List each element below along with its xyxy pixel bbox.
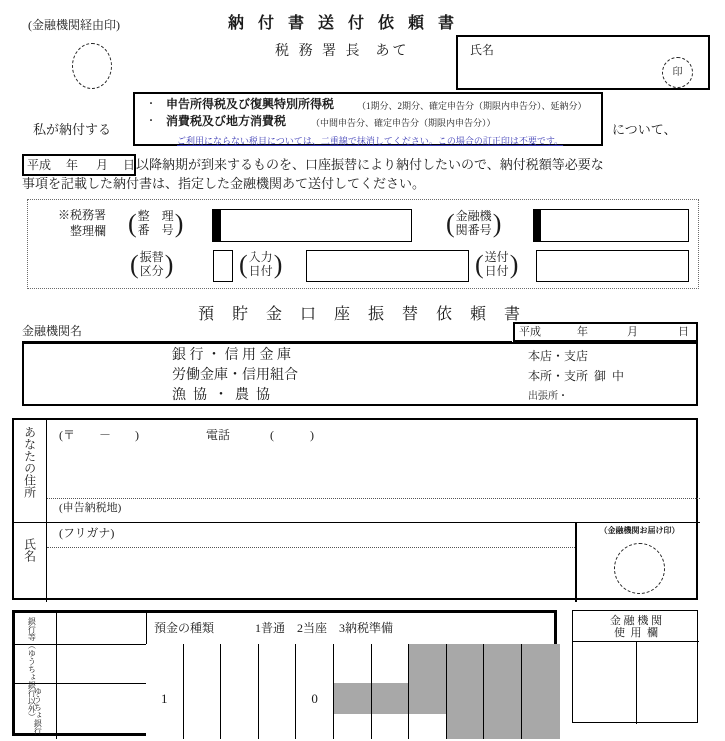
bank-name-label: 金融機関名 bbox=[22, 324, 83, 338]
symbol-cell[interactable]: 1 bbox=[146, 683, 184, 714]
symbol-cell[interactable] bbox=[259, 683, 297, 714]
account-number-cell-disabled bbox=[484, 644, 522, 683]
bank-type-option-2[interactable]: 労働金庫・信用組合 bbox=[172, 368, 298, 383]
seiri-bango-label bbox=[128, 207, 183, 241]
tax-type-bullet-1: ・ bbox=[146, 99, 156, 110]
account-number-cell[interactable] bbox=[184, 644, 222, 683]
tax-office-chief-line: 税 務 署 長 あて bbox=[275, 44, 410, 59]
transfer-date-month: 月 bbox=[627, 326, 638, 338]
nyuryoku-hizuke-label-top: 入力 bbox=[248, 250, 273, 265]
number-cell[interactable] bbox=[296, 714, 334, 739]
number-cell[interactable] bbox=[184, 714, 222, 739]
number-cell[interactable] bbox=[409, 714, 447, 739]
account-number-cell[interactable] bbox=[372, 644, 410, 683]
account-number-cell-disabled bbox=[522, 644, 560, 683]
kinyukikan-cell[interactable] bbox=[540, 210, 541, 241]
applicant-label-divider bbox=[46, 420, 47, 602]
symbol-cell-disabled bbox=[484, 683, 522, 714]
furikae-kubun-label bbox=[130, 248, 173, 282]
number-cell-disabled bbox=[522, 714, 560, 739]
transfer-date-day: 日 bbox=[678, 326, 689, 338]
symbol-cell[interactable] bbox=[221, 683, 259, 714]
symbol-cell[interactable] bbox=[184, 683, 222, 714]
body-sentence-line2: 事項を記載した納付書は、指定した金融機関あて送付してください。 bbox=[22, 176, 426, 191]
bank-use-cell-right[interactable] bbox=[636, 641, 699, 724]
applicant-phone-parens[interactable]: ( ) bbox=[270, 428, 314, 442]
soufu-hizuke-label-bottom: 日付 bbox=[484, 264, 509, 278]
account-number-cell[interactable] bbox=[221, 644, 259, 683]
tax-type-bullet-2: ・ bbox=[146, 116, 156, 127]
number-cell[interactable] bbox=[146, 714, 184, 739]
bank-type-option-1[interactable]: 銀 行 ・ 信 用 金 庫 bbox=[172, 348, 291, 363]
intro-text-left: 私が納付する bbox=[33, 122, 112, 137]
kinyukikan-bango-label-bottom: 関番号 bbox=[455, 223, 492, 237]
transfer-date-era: 平成 bbox=[519, 326, 541, 338]
symbol-cell-disabled bbox=[334, 683, 372, 714]
name-box-label: 氏名 bbox=[470, 43, 495, 57]
effective-date-year: 年 bbox=[66, 158, 79, 172]
number-cell[interactable] bbox=[221, 714, 259, 739]
branch-type-option-2[interactable]: 本所・支所 御 中 bbox=[528, 369, 625, 383]
applicant-furigana-label: (フリガナ) bbox=[59, 526, 115, 540]
bank-via-seal-label: (金融機関経由印) bbox=[28, 18, 120, 32]
name-seal-label: 印 bbox=[672, 66, 683, 78]
tax-types-box[interactable] bbox=[133, 92, 603, 146]
tax-type-note-1: （1期分、2期分、確定申告分（期限内申告分）、延納分） bbox=[357, 101, 587, 111]
account-number-cells[interactable] bbox=[146, 644, 560, 683]
intro-text-right: について、 bbox=[612, 122, 677, 137]
applicant-address-label: あなたの住所 bbox=[22, 426, 37, 498]
seiri-cell[interactable] bbox=[220, 210, 221, 241]
seiri-bango-label-bottom: 番 号 bbox=[137, 223, 174, 237]
applicant-block bbox=[12, 418, 698, 600]
bank-registered-seal-circle bbox=[614, 543, 665, 594]
applicant-phone-label: 電話 bbox=[206, 428, 231, 442]
number-cell[interactable] bbox=[372, 714, 410, 739]
symbol-cell-disabled bbox=[522, 683, 560, 714]
effective-date-box[interactable] bbox=[22, 154, 136, 176]
symbol-cell-disabled bbox=[409, 683, 447, 714]
account-number-cell[interactable] bbox=[296, 644, 334, 683]
nyuryoku-hizuke-label-bottom: 日付 bbox=[248, 264, 273, 278]
applicant-tax-place-label: (申告納税地) bbox=[59, 502, 122, 514]
transfer-request-title: 預 貯 金 口 座 振 替 依 頼 書 bbox=[198, 306, 528, 323]
account-group-label-bank: 銀行等（ゆうちょ銀行以外） bbox=[27, 617, 37, 721]
seiri-bango-cells[interactable] bbox=[212, 209, 412, 242]
transfer-date-year: 年 bbox=[577, 326, 588, 338]
account-number-cell-disabled bbox=[447, 644, 485, 683]
paren-open-icon: ( bbox=[239, 250, 248, 280]
number-cell-disabled bbox=[484, 714, 522, 739]
seiri-bango-label-top: 整 理 bbox=[137, 209, 174, 224]
soufu-hizuke-label-top: 送付 bbox=[484, 250, 509, 265]
tax-office-section bbox=[27, 199, 699, 289]
account-number-cell[interactable] bbox=[259, 644, 297, 683]
furikae-kubun-label-bottom: 区分 bbox=[139, 264, 164, 278]
symbol-row-cells[interactable] bbox=[146, 683, 560, 714]
nyuryoku-hizuke-input[interactable] bbox=[306, 250, 469, 282]
soufu-hizuke-input[interactable] bbox=[536, 250, 689, 282]
number-cell-disabled bbox=[447, 714, 485, 739]
page-title: 納 付 書 送 付 依 頼 書 bbox=[228, 15, 460, 32]
account-group-label-yucho: ゆうちょ銀行 bbox=[33, 687, 43, 735]
paren-open-icon: ( bbox=[446, 209, 455, 239]
applicant-postal-label: (〒 － ) bbox=[59, 428, 139, 442]
kinyukikan-bango-label bbox=[446, 207, 501, 241]
tax-types-blue-note: ご利用にならない税目については、二重線で抹消してください。この場合の訂正印は不要です。 bbox=[177, 136, 564, 146]
name-box[interactable] bbox=[456, 35, 710, 90]
bank-use-label-line2: 使 用 欄 bbox=[614, 627, 658, 639]
paren-close-icon: ) bbox=[492, 209, 502, 239]
tax-type-label-2: 消費税及び地方消費税 bbox=[166, 114, 287, 128]
effective-date-era: 平成 bbox=[27, 158, 52, 172]
account-number-cell[interactable] bbox=[334, 644, 372, 683]
applicant-address-dotted-rule bbox=[47, 498, 700, 499]
furikae-kubun-label-top: 振替 bbox=[139, 250, 164, 265]
name-seal-circle bbox=[662, 57, 693, 88]
kinyukikan-bango-cells[interactable] bbox=[533, 209, 689, 242]
body-sentence-line1: 以降納期が到来するものを、口座振替により納付したいので、納付税額等必要な bbox=[136, 157, 604, 172]
paren-open-icon: ( bbox=[475, 250, 484, 280]
tax-type-label-1: 申告所得税及び復興特別所得税 bbox=[166, 97, 335, 111]
paren-close-icon: ) bbox=[509, 250, 519, 280]
number-cell[interactable] bbox=[259, 714, 297, 739]
paren-close-icon: ) bbox=[164, 250, 174, 280]
furikae-kubun-input[interactable] bbox=[213, 250, 233, 282]
soufu-hizuke-label bbox=[475, 248, 518, 282]
effective-date-day: 日 bbox=[123, 158, 136, 172]
paren-open-icon: ( bbox=[128, 209, 137, 239]
tax-type-note-2: （中間申告分、確定申告分（期限内申告分）） bbox=[311, 118, 496, 128]
bank-via-seal-circle bbox=[72, 43, 112, 89]
symbol-cell[interactable]: 0 bbox=[296, 683, 334, 714]
bank-use-label-line1: 金 融 機 関 bbox=[609, 615, 663, 627]
account-table bbox=[12, 610, 557, 736]
paren-close-icon: ) bbox=[174, 209, 184, 239]
nyuryoku-hizuke-label bbox=[239, 248, 282, 282]
applicant-name-label: 氏名 bbox=[22, 538, 37, 562]
transfer-date-box[interactable] bbox=[513, 322, 698, 342]
bank-registered-seal-label: （金融機関お届け印） bbox=[599, 526, 680, 535]
number-row-cells[interactable] bbox=[146, 714, 560, 739]
bank-registered-seal-box[interactable] bbox=[575, 523, 700, 602]
paren-close-icon: ) bbox=[273, 250, 283, 280]
bank-use-box bbox=[572, 610, 698, 723]
bank-type-box[interactable] bbox=[22, 342, 698, 406]
account-number-cell[interactable] bbox=[146, 644, 184, 683]
kinyukikan-bango-label-top: 金融機 bbox=[455, 209, 492, 224]
applicant-furigana-dotted-rule bbox=[47, 547, 575, 548]
symbol-cell-disabled bbox=[372, 683, 410, 714]
deposit-type-options[interactable]: 1普通 2当座 3納税準備 bbox=[255, 621, 394, 635]
bank-use-cell-left[interactable] bbox=[573, 641, 636, 724]
branch-type-option-3[interactable]: 出張所・ bbox=[528, 391, 568, 402]
account-rowlabel-divider bbox=[56, 613, 57, 739]
branch-type-option-1[interactable]: 本店・支店 bbox=[528, 349, 589, 363]
bank-type-option-3[interactable]: 漁 協 ・ 農 協 bbox=[172, 388, 270, 403]
account-number-cell-disabled bbox=[409, 644, 447, 683]
deposit-type-label: 預金の種類 bbox=[154, 621, 215, 635]
tax-office-label-line2: 整理欄 bbox=[70, 224, 107, 238]
symbol-cell-disabled bbox=[447, 683, 485, 714]
tax-office-label-line1: ※税務署 bbox=[58, 208, 107, 222]
number-cell[interactable] bbox=[334, 714, 372, 739]
paren-open-icon: ( bbox=[130, 250, 139, 280]
effective-date-month: 月 bbox=[96, 158, 109, 172]
